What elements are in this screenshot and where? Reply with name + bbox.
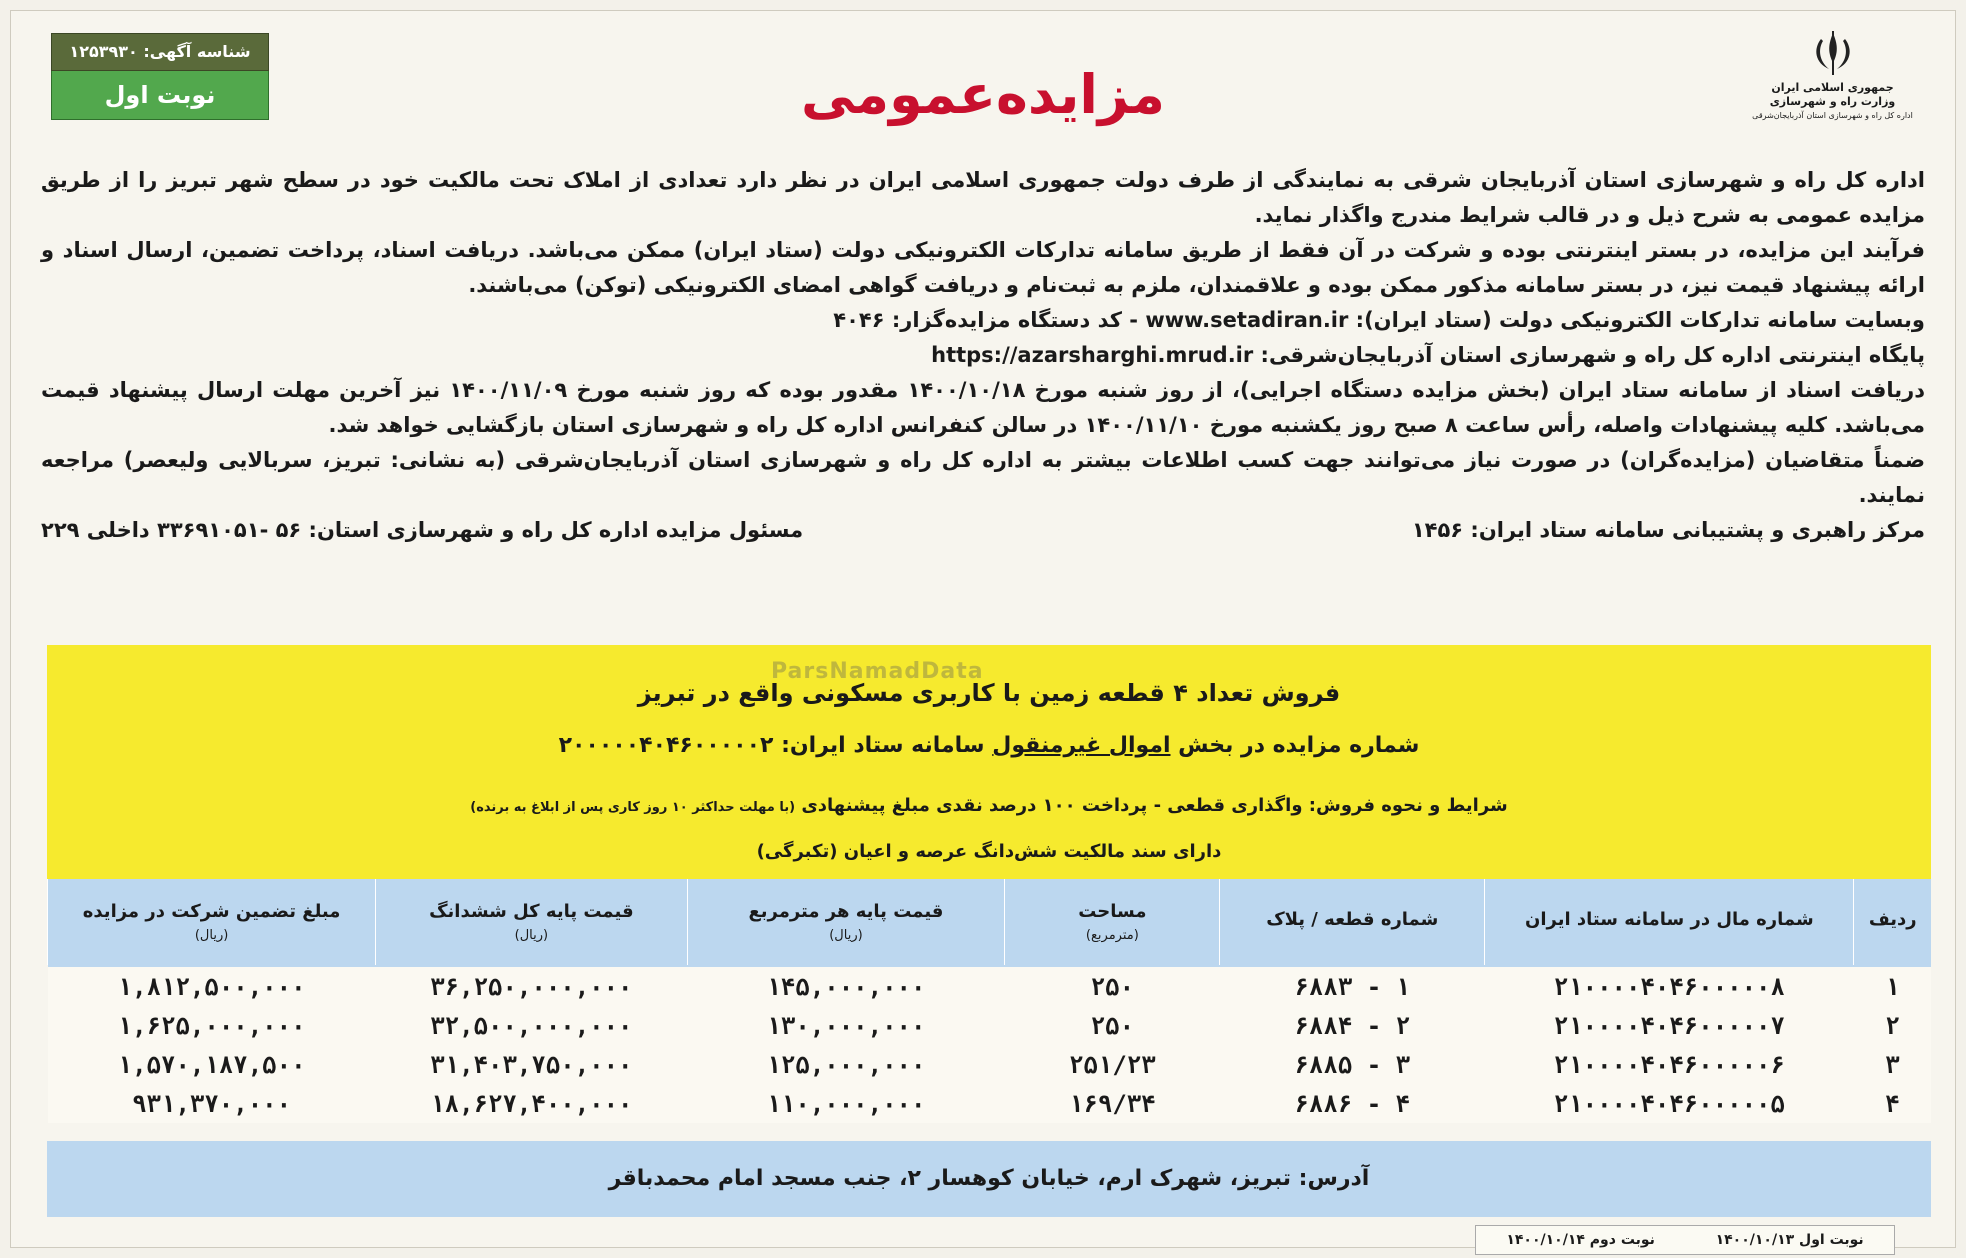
cell-area: ۲۵۱/۲۳ [1005, 1045, 1220, 1084]
cell-guarantee: ۱,۸۱۲,۵۰۰,۰۰۰ [48, 967, 376, 1006]
cell-total-price: ۳۲,۵۰۰,۰۰۰,۰۰۰ [376, 1006, 687, 1045]
cell-total-price: ۱۸,۶۲۷,۴۰۰,۰۰۰ [376, 1084, 687, 1123]
cell-plot: ۳ - ۶۸۸۵ [1220, 1045, 1485, 1084]
summary-line-4: دارای سند مالکیت شش‌دانگ عرصه و اعیان (تکبرگی) [756, 841, 1222, 862]
paragraph-process: فرآیند این مزایده، در بستر اینترنتی بوده و شرکت در آن فقط از طریق سامانه تدارکات الکترونیکی دولت (ستاد ایران) ممکن می‌باشد. دریافت اسناد، پرداخت تضمین، ارسال اسناد و ارائه پیشنهاد قیمت نیز، در بستر سامانه مذکور ممکن بوده و علاقمندان، ملزم به ثبت‌نام و دریافت گواهی امضای الکترونیکی (توکن) می‌باشند. [41, 238, 1925, 297]
summary-line-3 [47, 795, 1931, 816]
portal-label: پایگاه اینترنتی اداره کل راه و شهرسازی استان آذربایجان‌شرقی: [1260, 343, 1925, 367]
cell-area: ۲۵۰ [1005, 1006, 1220, 1045]
cell-setad-id: ۲۱۰۰۰۰۴۰۴۶۰۰۰۰۰۶ [1485, 1045, 1854, 1084]
logo-line-1: جمهوری اسلامی ایران [1771, 81, 1894, 94]
support-center: مرکز راهبری و پشتیبانی سامانه ستاد ایران: ۱۴۵۶ [1411, 518, 1925, 542]
table-row [48, 967, 1932, 1006]
page-title: مزایده‌عمومی [801, 63, 1165, 126]
setad-code: - کد دستگاه مزایده‌گزار: ۴۰۴۶ [833, 308, 1139, 332]
paragraph-contact: ضمناً متقاضیان (مزایده‌گران) در صورت نیاز می‌توانند جهت کسب اطلاعات بیشتر به اداره کل راه و شهرسازی استان آذربایجان‌شرقی (به نشانی: تبریز، سربالایی ولیعصر) مراجعه نمایند. [41, 448, 1925, 507]
paragraph-intro: اداره کل راه و شهرسازی استان آذربایجان شرقی به نمایندگی از طرف دولت جمهوری اسلامی ایران در نظر دارد تعدادی از املاک تحت مالکیت خود در سطح شهر تبریز را از طریق مزایده عمومی به شرح ذیل و در قالب شرایط مندرج واگذار نماید. [41, 168, 1925, 227]
portal-link[interactable]: https://azarsharghi.mrud.ir [931, 343, 1254, 367]
publication-dates [1475, 1225, 1895, 1255]
cell-setad-id: ۲۱۰۰۰۰۴۰۴۶۰۰۰۰۰۵ [1485, 1084, 1854, 1123]
auction-number-section: اموال غیرمنقول [992, 733, 1171, 758]
table-row [48, 1006, 1932, 1045]
summary-line-2 [47, 733, 1931, 758]
cell-setad-id: ۲۱۰۰۰۰۴۰۴۶۰۰۰۰۰۷ [1485, 1006, 1854, 1045]
cell-price-per-meter: ۱۲۵,۰۰۰,۰۰۰ [687, 1045, 1005, 1084]
cell-plot: ۱ - ۶۸۸۳ [1220, 967, 1485, 1006]
logo-line-2: وزارت راه و شهرسازی [1769, 95, 1896, 108]
cell-price-per-meter: ۱۳۰,۰۰۰,۰۰۰ [687, 1006, 1005, 1045]
properties-table [47, 879, 1931, 1123]
ad-id-box [51, 33, 269, 131]
auction-number-prefix: شماره مزایده در بخش [1178, 733, 1420, 758]
auction-summary-box [47, 645, 1931, 879]
logo-line-3: اداره کل راه و شهرسازی استان آذربایجان‌شرقی [1752, 111, 1913, 120]
newspaper-ad [10, 10, 1956, 1248]
cell-total-price: ۳۶,۲۵۰,۰۰۰,۰۰۰ [376, 967, 687, 1006]
col-header-setad-id: شماره مال در سامانه ستاد ایران [1485, 879, 1854, 965]
col-header-row-number: ردیف [1854, 879, 1931, 965]
col-header-total-price: قیمت پایه کل ششدانگ (ریال) [376, 879, 687, 965]
col-header-guarantee: مبلغ تضمین شرکت در مزایده (ریال) [48, 879, 376, 965]
second-round-date: نوبت دوم ۱۴۰۰/۱۰/۱۴ [1506, 1232, 1655, 1248]
cell-setad-id: ۲۱۰۰۰۰۴۰۴۶۰۰۰۰۰۸ [1485, 967, 1854, 1006]
cell-plot: ۲ - ۶۸۸۴ [1220, 1006, 1485, 1045]
ad-body [41, 163, 1925, 548]
sale-terms: شرایط و نحوه فروش: واگذاری قطعی - پرداخت ۱۰۰ درصد نقدی مبلغ پیشنهادی [801, 795, 1508, 816]
cell-total-price: ۳۱,۴۰۳,۷۵۰,۰۰۰ [376, 1045, 687, 1084]
paragraph-support [41, 513, 1925, 548]
paragraph-portal [41, 338, 1925, 373]
watermark: ParsNamadData [771, 659, 984, 684]
col-header-price-per-meter: قیمت پایه هر مترمربع (ریال) [687, 879, 1005, 965]
cell-plot: ۴ - ۶۸۸۶ [1220, 1084, 1485, 1123]
col-header-area: مساحت (مترمربع) [1005, 879, 1220, 965]
round-label: نوبت اول [51, 71, 269, 120]
first-round-date: نوبت اول ۱۴۰۰/۱۰/۱۳ [1715, 1232, 1864, 1248]
auction-number-suffix: سامانه ستاد ایران: ۲۰۰۰۰۰۴۰۴۶۰۰۰۰۰۲ [558, 733, 985, 758]
cell-row-number: ۱ [1854, 967, 1931, 1006]
setad-site-link[interactable]: www.setadiran.ir [1145, 308, 1349, 332]
table-header-row [48, 879, 1932, 965]
paragraph-dates: دریافت اسناد از سامانه ستاد ایران (بخش مزایده دستگاه اجرایی)، از روز شنبه مورخ ۱۴۰۰/۱۰/۱۸ مقدور بوده که روز شنبه مورخ ۱۴۰۰/۱۱/۰۹ نیز آخرین مهلت ارسال پیشنهاد قیمت می‌باشد. کلیه پیشنهادات واصله، رأس ساعت ۸ صبح روز یکشنبه مورخ ۱۴۰۰/۱۱/۱۰ در سالن کنفرانس اداره کل راه و شهرسازی استان بازگشایی خواهد شد. [41, 378, 1925, 437]
cell-area: ۲۵۰ [1005, 967, 1220, 1006]
col-header-plot: شماره قطعه / پلاک [1220, 879, 1485, 965]
cell-guarantee: ۱,۵۷۰,۱۸۷,۵۰۰ [48, 1045, 376, 1084]
table-row [48, 1045, 1932, 1084]
ad-id-label: شناسه آگهی: ۱۲۵۳۹۳۰ [51, 33, 269, 71]
paragraph-setad-site [41, 303, 1925, 338]
cell-guarantee: ۹۳۱,۳۷۰,۰۰۰ [48, 1084, 376, 1123]
summary-line-1: فروش تعداد ۴ قطعه زمین با کاربری مسکونی واقع در تبریز [637, 679, 1341, 707]
cell-row-number: ۳ [1854, 1045, 1931, 1084]
cell-price-per-meter: ۱۴۵,۰۰۰,۰۰۰ [687, 967, 1005, 1006]
cell-guarantee: ۱,۶۲۵,۰۰۰,۰۰۰ [48, 1006, 376, 1045]
sale-terms-note: (با مهلت حداکثر ۱۰ روز کاری پس از ابلاغ به برنده) [470, 800, 796, 815]
cell-price-per-meter: ۱۱۰,۰۰۰,۰۰۰ [687, 1084, 1005, 1123]
table-row [48, 1084, 1932, 1123]
cell-row-number: ۲ [1854, 1006, 1931, 1045]
auction-officer: مسئول مزایده اداره کل راه و شهرسازی استان: ۵۶ -۳۳۶۹۱۰۵۱ داخلی ۲۲۹ [41, 518, 804, 542]
cell-row-number: ۴ [1854, 1084, 1931, 1123]
setad-site-label: وبسایت سامانه تدارکات الکترونیکی دولت (ستاد ایران): [1355, 308, 1925, 332]
property-address: آدرس: تبریز، شهرک ارم، خیابان کوهسار ۲، جنب مسجد امام محمدباقر [47, 1141, 1931, 1217]
cell-area: ۱۶۹/۳۴ [1005, 1084, 1220, 1123]
